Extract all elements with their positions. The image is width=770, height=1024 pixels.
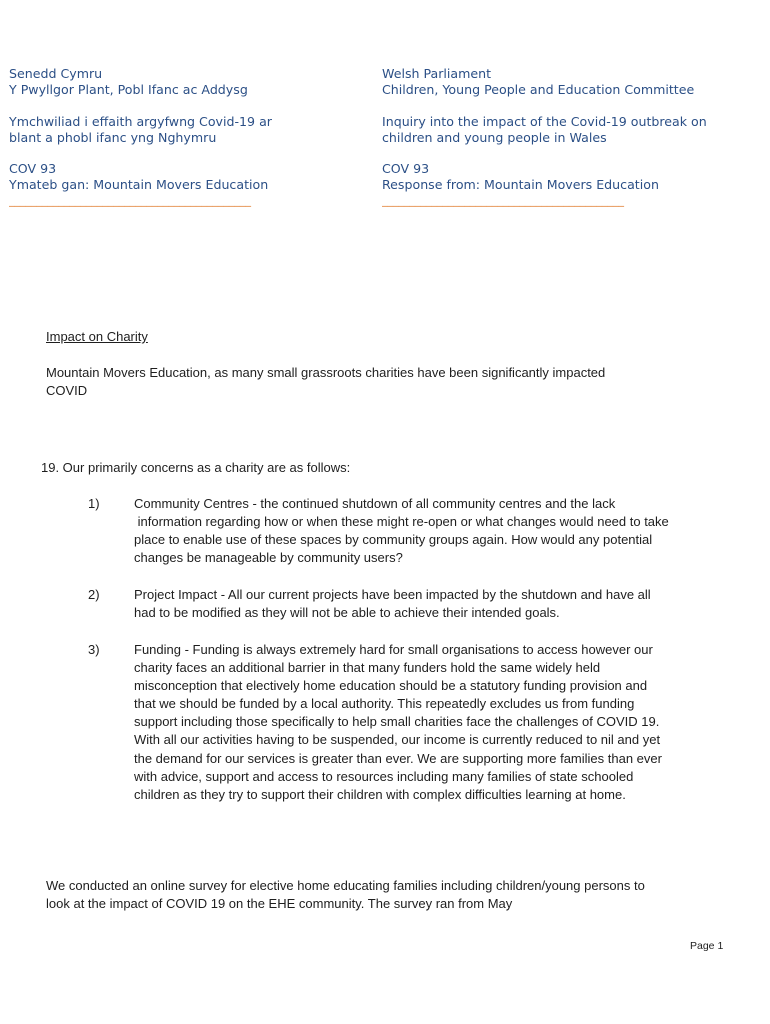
list-item-line: Funding - Funding is always extremely hard for small organisations to access however our	[134, 642, 653, 657]
header-rule-left: ____________________________________________	[9, 193, 251, 207]
list-item-line: charity faces an additional barrier in that many funders hold the same widely held	[134, 660, 601, 676]
list-item-line: Project Impact - All our current projects have been impacted by the shutdown and have all	[134, 587, 651, 602]
committee-name-welsh: Y Pwyllgor Plant, Pobl Ifanc ac Addysg	[9, 82, 248, 98]
list-item-line: had to be modified as they will not be able to achieve their intended goals.	[134, 605, 560, 621]
list-item-line: With all our activities having to be suspended, our income is currently reduced to nil and yet	[134, 732, 661, 748]
section-heading: Impact on Charity	[46, 329, 148, 344]
intro-line: COVID	[46, 383, 88, 399]
header-welsh	[9, 66, 312, 208]
survey-line: We conducted an online survey for elective home educating families including children/young persons to	[46, 878, 645, 893]
list-item-number: 1)	[88, 496, 100, 511]
list-item-line: Community Centres - the continued shutdown of all community centres and the lack	[134, 496, 616, 511]
response-from-welsh: Ymateb gan: Mountain Movers Education	[9, 177, 269, 193]
page-number: Page 1	[690, 940, 724, 952]
list-item-line: children as they try to support their children with complex difficulties learning at home.	[134, 786, 626, 802]
list-item-text	[134, 641, 734, 804]
list-item-line: that we should be funded by a local authority. This repeatedly excludes us from funding	[134, 696, 635, 712]
survey-line: look at the impact of COVID 19 on the EHE community. The survey ran from May	[46, 896, 513, 912]
list-item-text	[134, 586, 734, 622]
survey-paragraph	[46, 877, 726, 913]
concerns-intro: 19. Our primarily concerns as a charity are as follows:	[41, 460, 351, 475]
header-rule-right: ____________________________________________	[382, 193, 624, 207]
intro-line: Mountain Movers Education, as many small grassroots charities have been significantly impacted	[46, 365, 606, 380]
list-item-line: place to enable use of these spaces by community groups again. How would any potential	[134, 532, 653, 548]
inquiry-title-english-line2: children and young people in Wales	[382, 129, 607, 145]
committee-name-english: Children, Young People and Education Committee	[382, 82, 695, 98]
list-item-line: misconception that electively home education should be a statutory funding provision and	[134, 678, 648, 694]
inquiry-title-english-line1: Inquiry into the impact of the Covid-19 outbreak on	[382, 113, 707, 129]
org-name-welsh: Senedd Cymru	[9, 66, 103, 81]
header-english	[382, 66, 707, 208]
reference-welsh: COV 93	[9, 161, 57, 177]
list-item-line: with advice, support and access to resources including many families of state schooled	[134, 768, 634, 784]
list-item-line: changes be manageable by community users?	[134, 550, 403, 566]
list-item-number: 3)	[88, 642, 100, 657]
list-item-line: the demand for our services is greater than ever. We are supporting more families than ever	[134, 750, 662, 766]
list-item-number: 2)	[88, 587, 100, 602]
list-item-line: support including those specifically to help small charities face the challenges of COVID 19.	[134, 714, 660, 730]
list-item-line: information regarding how or when these might re-open or what changes would need to take	[134, 514, 669, 530]
inquiry-title-welsh-line1: Ymchwiliad i effaith argyfwng Covid-19 ar	[9, 113, 272, 129]
response-from-english: Response from: Mountain Movers Education	[382, 177, 659, 193]
inquiry-title-welsh-line2: blant a phobl ifanc yng Nghymru	[9, 129, 217, 145]
intro-paragraph	[46, 364, 686, 400]
org-name-english: Welsh Parliament	[382, 66, 492, 81]
reference-english: COV 93	[382, 161, 430, 177]
list-item-text	[134, 495, 734, 567]
